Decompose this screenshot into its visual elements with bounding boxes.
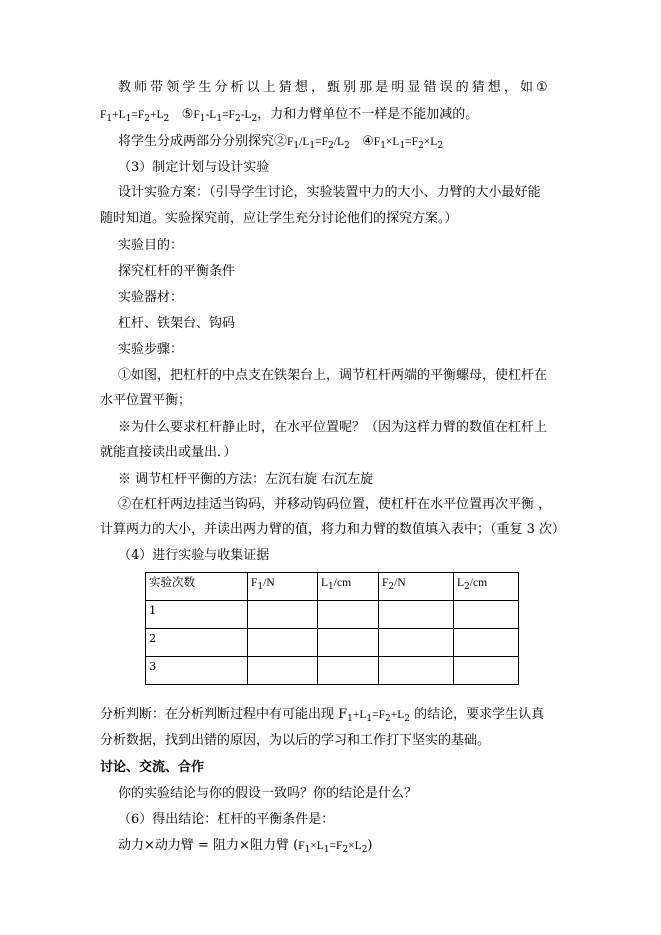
char: 甄	[327, 80, 341, 95]
char: 分	[214, 80, 228, 95]
table-cell	[454, 629, 519, 657]
design-line2: 随时知道。实验探究前，应让学生充分讨论他们的探究方案。）	[100, 211, 458, 226]
analysis-line1: 分析判断：在分析判断过程中有可能出现 $F_1+L_1=F_2+L_2$ 的结论，要求学生认真	[100, 707, 545, 724]
para-guess-line2: $F_1+L_1=F_2+L_2$ $⑤F_1-L_1=F_2-L_2$，力和力臂单位不一样是不能加减的。	[100, 107, 479, 124]
char: 显	[407, 80, 421, 95]
char: 带	[150, 80, 164, 95]
table-cell	[318, 601, 379, 629]
section-3-heading: （3）制定计划与设计实验	[118, 160, 270, 175]
char: 上	[262, 80, 276, 95]
table-cell	[379, 657, 454, 685]
table-cell	[379, 629, 454, 657]
char: 误	[439, 80, 453, 95]
design-line1: 设计实验方案：（引导学生讨论，实验装置中力的大小、力臂的大小最好能	[118, 185, 541, 200]
char: 学	[182, 80, 196, 95]
conclusion-formula: 动力×动力臂 = 阻力×阻力臂 $(F_1\times L_1=F_2\times L_2)$	[118, 838, 373, 855]
table-row	[146, 601, 519, 629]
note1-line1: ※为什么要求杠杆静止时，在水平位置呢？（因为这样力臂的数值在杠杆上	[118, 420, 548, 435]
header-l1: $L_1/cm$	[318, 573, 379, 601]
char: 领	[166, 80, 180, 95]
char: 教	[118, 80, 132, 95]
row-index: 3	[146, 657, 248, 685]
note1-line2: 就能直接读出或量出．）	[100, 445, 237, 460]
steps-label: 实验步骤：	[118, 342, 184, 357]
char: 猜	[471, 80, 485, 95]
analysis-line2: 分析数据，找到出错的原因，为以后的学习和工作打下坚实的基础。	[100, 733, 491, 748]
char: 生	[198, 80, 212, 95]
section-6-heading: （6）得出结论：杠杆的平衡条件是：	[118, 812, 335, 827]
table-cell	[248, 629, 318, 657]
char: 别	[343, 80, 357, 95]
char: 的	[455, 80, 469, 95]
section-4-heading: （4）进行实验与收集证据	[118, 548, 270, 563]
table-cell	[454, 657, 519, 685]
discussion-heading: 讨论、交流、合作	[100, 760, 205, 775]
table-header-row	[146, 573, 519, 601]
para-guess-line1	[118, 79, 548, 97]
table-cell	[454, 601, 519, 629]
table-cell	[248, 601, 318, 629]
table-cell	[379, 601, 454, 629]
header-f2: $F_2/N$	[379, 573, 454, 601]
char: 错	[423, 80, 437, 95]
table-cell	[318, 657, 379, 685]
char: ，	[310, 80, 324, 95]
char: 想	[294, 80, 308, 95]
equipment-label: 实验器材：	[118, 290, 184, 305]
char: 那	[359, 80, 373, 95]
char: 猜	[278, 80, 292, 95]
char: 明	[391, 80, 405, 95]
table-cell	[318, 629, 379, 657]
char: 以	[246, 80, 260, 95]
header-f1: $F_1/N$	[248, 573, 318, 601]
table-cell	[248, 657, 318, 685]
table-row	[146, 657, 519, 685]
header-trial: 实验次数	[146, 573, 248, 601]
table-row	[146, 629, 519, 657]
note2: ※ 调节杠杆平衡的方法：左沉右旋 右沉左旋	[118, 472, 374, 487]
question-text: 你的实验结论与你的假设一致吗？你的结论是什么？	[118, 786, 418, 801]
step1-line1: ①如图，把杠杆的中点支在铁架台上，调节杠杆两端的平衡螺母，使杠杆在	[118, 368, 548, 383]
step2-line1: ②在杠杆两边挂适当钩码，并移动钩码位置，使杠杆在水平位置再次平衡 ，	[118, 497, 552, 512]
para-groups: 将学生分成两部分分别探究$②F_1/L_1=F_2/L_2$ $④F_1\times L_1=F_2\times L_2$	[118, 134, 444, 151]
char: 想	[487, 80, 501, 95]
step2-line2: 计算两力的大小，并读出两力臂的值，将力和力臂的数值填入表中；（重复 3 次）	[100, 522, 566, 537]
char: 析	[230, 80, 244, 95]
char: 是	[375, 80, 389, 95]
equipment-text: 杠杆、铁架台、钩码	[118, 316, 236, 331]
row-index: 2	[146, 629, 248, 657]
step1-line2: 水平位置平衡；	[100, 393, 192, 408]
purpose-label: 实验目的：	[118, 238, 184, 253]
char: 师	[134, 80, 148, 95]
header-l2: $L_2/cm$	[454, 573, 519, 601]
char: ，	[503, 80, 517, 95]
row-index: 1	[146, 601, 248, 629]
purpose-text: 探究杠杆的平衡条件	[118, 264, 236, 279]
char: 如	[519, 80, 533, 95]
data-table	[145, 572, 519, 685]
char: ①	[536, 80, 548, 95]
